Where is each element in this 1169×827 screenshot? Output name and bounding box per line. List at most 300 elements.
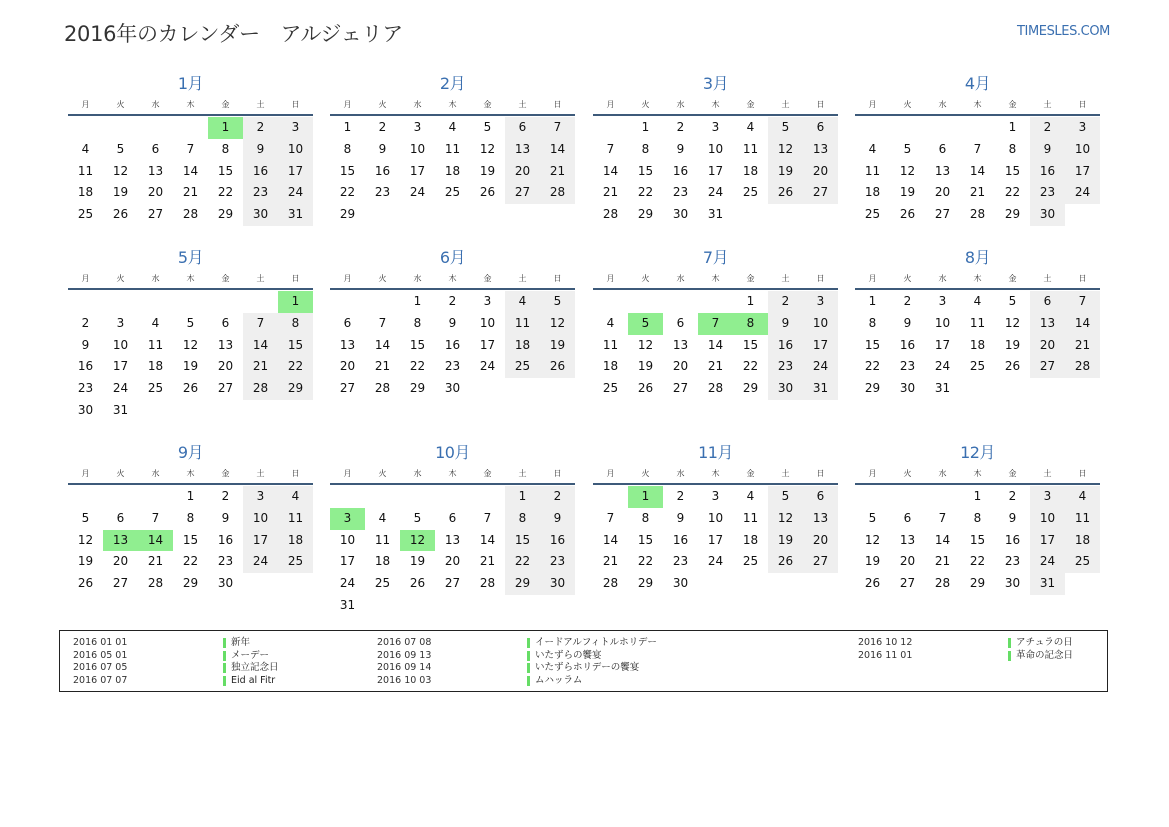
weekend-day-cell: 31 — [278, 204, 313, 226]
day-cell: 20 — [899, 554, 916, 569]
day-cell: 4 — [448, 120, 457, 134]
weekend-day-cell: 23 — [243, 182, 278, 204]
weekend-day-cell: 31 — [1030, 573, 1065, 595]
day-cell: 18 — [602, 359, 619, 374]
weekend-day-cell: 22 — [505, 551, 540, 573]
month-block — [330, 246, 575, 400]
weekday-label: 月 — [343, 274, 352, 283]
day-cell: 15 — [637, 163, 654, 178]
day-cell: 25 — [742, 185, 759, 200]
day-cell: 17 — [934, 337, 951, 352]
weekend-day-cell: 2 — [540, 486, 575, 508]
day-cell: 14 — [934, 532, 951, 547]
day-cell: 1 — [186, 489, 195, 503]
weekend-day-cell: 11 — [1065, 508, 1100, 530]
day-grid — [855, 117, 1100, 226]
weekend-day-cell: 1 — [505, 486, 540, 508]
day-cell: 11 — [742, 141, 759, 156]
day-cell: 16 — [1004, 532, 1021, 547]
day-cell: 18 — [969, 337, 986, 352]
weekday-label: 日 — [816, 274, 825, 283]
weekend-day-cell: 9 — [768, 313, 803, 335]
day-cell: 23 — [77, 381, 94, 396]
weekend-day-cell: 20 — [1030, 335, 1065, 357]
weekend-day-cell: 4 — [1065, 486, 1100, 508]
day-grid — [68, 291, 313, 422]
day-cell: 13 — [147, 163, 164, 178]
day-cell: 5 — [903, 141, 912, 156]
day-cell: 8 — [641, 510, 650, 525]
day-cell: 20 — [339, 359, 356, 374]
holiday-day-cell: 1 — [208, 117, 243, 139]
day-cell: 13 — [934, 163, 951, 178]
holiday-marker — [1008, 651, 1011, 661]
day-cell: 27 — [934, 207, 951, 222]
empty-cell — [890, 117, 925, 139]
weekend-day-cell: 21 — [1065, 335, 1100, 357]
day-cell: 22 — [409, 359, 426, 374]
weekend-day-cell: 21 — [243, 356, 278, 378]
day-cell: 29 — [969, 576, 986, 591]
weekday-label: 金 — [483, 274, 492, 283]
day-cell: 1 — [413, 294, 422, 308]
day-cell: 15 — [864, 337, 881, 352]
weekend-day-cell: 5 — [768, 117, 803, 139]
day-cell: 5 — [186, 315, 195, 330]
day-cell: 17 — [112, 359, 129, 374]
weekday-label: 金 — [746, 469, 755, 478]
day-cell: 18 — [742, 163, 759, 178]
holiday-name: Eid al Fitr — [231, 674, 276, 686]
day-cell: 24 — [707, 185, 724, 200]
day-cell: 30 — [672, 576, 689, 591]
weekday-label: 木 — [448, 100, 457, 109]
weekday-label: 木 — [186, 100, 195, 109]
weekday-label: 月 — [868, 100, 877, 109]
day-cell: 15 — [339, 163, 356, 178]
weekday-label: 木 — [711, 100, 720, 109]
weekday-label: 土 — [256, 469, 265, 478]
empty-cell — [330, 291, 365, 313]
day-cell: 4 — [378, 510, 387, 525]
weekend-day-cell: 13 — [1030, 313, 1065, 335]
month-block — [68, 441, 313, 595]
weekend-day-cell: 7 — [243, 313, 278, 335]
day-cell: 30 — [217, 576, 234, 591]
day-cell: 15 — [182, 532, 199, 547]
day-cell: 31 — [934, 381, 951, 396]
day-cell: 23 — [374, 185, 391, 200]
day-cell: 25 — [374, 576, 391, 591]
weekend-day-cell: 2 — [243, 117, 278, 139]
weekday-label: 水 — [676, 100, 685, 109]
day-cell: 19 — [899, 185, 916, 200]
weekend-day-cell: 10 — [803, 313, 838, 335]
day-cell: 16 — [444, 337, 461, 352]
weekday-label: 日 — [553, 469, 562, 478]
day-cell: 1 — [1008, 120, 1017, 134]
day-cell: 16 — [899, 337, 916, 352]
month-block — [593, 246, 838, 400]
empty-cell — [68, 486, 103, 508]
holiday-name: イードアルフィトルホリデー — [535, 637, 657, 648]
weekday-label: 日 — [1078, 469, 1087, 478]
day-cell: 28 — [707, 381, 724, 396]
weekend-day-cell: 12 — [768, 139, 803, 161]
day-cell: 6 — [903, 510, 912, 525]
day-cell: 8 — [1008, 141, 1017, 156]
header-divider — [855, 114, 1100, 116]
day-cell: 12 — [864, 532, 881, 547]
weekend-day-cell: 24 — [803, 356, 838, 378]
month-block — [855, 246, 1100, 400]
holiday-marker — [223, 651, 226, 661]
day-grid — [68, 486, 313, 595]
weekend-day-cell: 27 — [803, 551, 838, 573]
day-cell: 7 — [378, 315, 387, 330]
day-grid — [68, 117, 313, 226]
day-cell: 2 — [378, 120, 387, 134]
day-cell: 22 — [864, 359, 881, 374]
day-cell: 21 — [479, 554, 496, 569]
weekend-day-cell: 31 — [803, 378, 838, 400]
day-cell: 12 — [77, 532, 94, 547]
day-cell: 21 — [182, 185, 199, 200]
empty-cell — [138, 291, 173, 313]
weekend-day-cell: 10 — [1030, 508, 1065, 530]
weekday-label: 木 — [973, 274, 982, 283]
day-cell: 13 — [339, 337, 356, 352]
weekend-day-cell: 14 — [540, 139, 575, 161]
empty-cell — [470, 486, 505, 508]
weekday-label: 日 — [553, 100, 562, 109]
weekend-day-cell: 8 — [505, 508, 540, 530]
month-name: 1月 — [177, 74, 204, 93]
day-cell: 1 — [746, 294, 755, 308]
weekend-day-cell: 3 — [278, 117, 313, 139]
weekday-header — [855, 98, 1100, 112]
empty-cell — [365, 486, 400, 508]
day-cell: 7 — [938, 510, 947, 525]
weekday-label: 金 — [483, 100, 492, 109]
weekend-day-cell: 27 — [1030, 356, 1065, 378]
day-cell: 28 — [479, 576, 496, 591]
weekday-label: 土 — [781, 274, 790, 283]
weekend-day-cell: 3 — [803, 291, 838, 313]
empty-cell — [243, 291, 278, 313]
day-cell: 21 — [934, 554, 951, 569]
weekend-day-cell: 6 — [803, 486, 838, 508]
weekend-day-cell: 6 — [803, 117, 838, 139]
day-cell: 17 — [479, 337, 496, 352]
weekday-label: 日 — [816, 100, 825, 109]
day-cell: 9 — [1008, 510, 1017, 525]
day-cell: 22 — [742, 359, 759, 374]
day-cell: 29 — [864, 381, 881, 396]
day-cell: 2 — [676, 489, 685, 503]
day-cell: 8 — [186, 510, 195, 525]
day-cell: 8 — [973, 510, 982, 525]
day-cell: 23 — [672, 185, 689, 200]
holiday-date: 2016 05 01 — [73, 649, 128, 661]
day-cell: 27 — [217, 381, 234, 396]
empty-cell — [138, 117, 173, 139]
weekday-header — [593, 467, 838, 481]
empty-cell — [435, 486, 470, 508]
day-cell: 3 — [711, 120, 720, 134]
weekend-day-cell: 8 — [278, 313, 313, 335]
month-block — [855, 72, 1100, 226]
weekend-day-cell: 13 — [803, 139, 838, 161]
day-cell: 30 — [899, 381, 916, 396]
header-divider — [68, 288, 313, 290]
day-grid — [330, 486, 575, 617]
weekday-header — [330, 98, 575, 112]
month-name: 9月 — [177, 443, 204, 462]
weekday-label: 木 — [973, 100, 982, 109]
month-name: 5月 — [177, 248, 204, 267]
day-cell: 14 — [374, 337, 391, 352]
weekend-day-cell: 27 — [505, 182, 540, 204]
day-cell: 7 — [483, 510, 492, 525]
day-grid — [330, 291, 575, 400]
day-cell: 10 — [409, 141, 426, 156]
day-cell: 16 — [374, 163, 391, 178]
day-cell: 13 — [899, 532, 916, 547]
day-cell: 7 — [606, 510, 615, 525]
weekend-day-cell: 24 — [1030, 551, 1065, 573]
month-name: 8月 — [964, 248, 991, 267]
day-cell: 6 — [448, 510, 457, 525]
weekend-day-cell: 28 — [1065, 356, 1100, 378]
day-grid — [593, 486, 838, 595]
day-cell: 25 — [969, 359, 986, 374]
day-grid — [855, 486, 1100, 595]
day-cell: 5 — [116, 141, 125, 156]
day-cell: 25 — [864, 207, 881, 222]
day-cell: 15 — [637, 532, 654, 547]
holiday-day-cell: 14 — [138, 530, 173, 552]
holiday-date: 2016 07 05 — [73, 662, 128, 673]
day-cell: 8 — [413, 315, 422, 330]
weekday-label: 火 — [378, 100, 387, 109]
weekend-day-cell: 10 — [243, 508, 278, 530]
day-cell: 10 — [339, 532, 356, 547]
weekend-day-cell: 18 — [1065, 530, 1100, 552]
day-cell: 2 — [1008, 489, 1017, 503]
day-cell: 3 — [711, 489, 720, 503]
empty-cell — [138, 486, 173, 508]
holiday-marker — [1008, 638, 1011, 648]
empty-cell — [663, 291, 698, 313]
month-name: 4月 — [964, 74, 991, 93]
empty-cell — [103, 291, 138, 313]
weekend-day-cell: 23 — [540, 551, 575, 573]
day-cell: 30 — [77, 402, 94, 417]
day-cell: 11 — [444, 141, 461, 156]
day-cell: 2 — [903, 294, 912, 308]
weekend-day-cell: 17 — [1030, 530, 1065, 552]
empty-cell — [400, 486, 435, 508]
day-cell: 24 — [339, 576, 356, 591]
month-name: 6月 — [439, 248, 466, 267]
day-cell: 8 — [343, 141, 352, 156]
day-cell: 18 — [77, 185, 94, 200]
day-cell: 23 — [444, 359, 461, 374]
holiday-name: ムハッラム — [535, 674, 583, 686]
day-cell: 29 — [409, 381, 426, 396]
day-cell: 29 — [637, 207, 654, 222]
day-cell: 12 — [1004, 315, 1021, 330]
day-grid — [855, 291, 1100, 400]
header-divider — [593, 288, 838, 290]
month-block — [593, 441, 838, 595]
day-cell: 4 — [606, 315, 615, 330]
month-name: 2月 — [439, 74, 466, 93]
holiday-legend — [59, 630, 1108, 692]
weekend-day-cell: 13 — [505, 139, 540, 161]
day-cell: 9 — [448, 315, 457, 330]
month-block — [593, 72, 838, 226]
holiday-date: 2016 01 01 — [73, 637, 128, 648]
day-cell: 24 — [112, 381, 129, 396]
holiday-date: 2016 10 03 — [377, 674, 432, 686]
day-cell: 16 — [672, 163, 689, 178]
weekday-label: 日 — [1078, 274, 1087, 283]
day-cell: 19 — [409, 554, 426, 569]
day-cell: 4 — [81, 141, 90, 156]
weekday-label: 木 — [186, 274, 195, 283]
weekend-day-cell: 17 — [278, 161, 313, 183]
holiday-name: アチュラの日 — [1016, 637, 1073, 648]
weekend-day-cell: 28 — [243, 378, 278, 400]
weekday-label: 月 — [868, 469, 877, 478]
weekday-header — [68, 467, 313, 481]
day-cell: 25 — [742, 554, 759, 569]
holiday-marker — [527, 663, 530, 673]
weekend-day-cell: 9 — [540, 508, 575, 530]
day-cell: 28 — [969, 207, 986, 222]
empty-cell — [593, 291, 628, 313]
day-cell: 6 — [938, 141, 947, 156]
day-cell: 20 — [147, 185, 164, 200]
month-name: 12月 — [960, 443, 995, 462]
holiday-name: 新年 — [231, 637, 251, 648]
header-divider — [855, 288, 1100, 290]
day-cell: 14 — [602, 532, 619, 547]
weekday-label: 金 — [1008, 469, 1017, 478]
weekday-label: 土 — [1043, 100, 1052, 109]
empty-cell — [925, 486, 960, 508]
empty-cell — [960, 117, 995, 139]
day-cell: 19 — [864, 554, 881, 569]
weekday-label: 木 — [448, 274, 457, 283]
weekday-label: 土 — [781, 100, 790, 109]
weekend-day-cell: 7 — [540, 117, 575, 139]
holiday-day-cell: 13 — [103, 530, 138, 552]
weekend-day-cell: 3 — [1030, 486, 1065, 508]
weekend-day-cell: 19 — [540, 335, 575, 357]
weekend-day-cell: 13 — [803, 508, 838, 530]
weekend-day-cell: 3 — [1065, 117, 1100, 139]
weekday-header — [330, 467, 575, 481]
weekday-label: 木 — [186, 469, 195, 478]
weekend-day-cell: 30 — [243, 204, 278, 226]
day-cell: 4 — [151, 315, 160, 330]
weekday-header — [593, 98, 838, 112]
day-cell: 22 — [182, 554, 199, 569]
weekday-label: 水 — [151, 100, 160, 109]
weekday-label: 土 — [1043, 469, 1052, 478]
day-cell: 23 — [899, 359, 916, 374]
holiday-name: メーデー — [231, 649, 270, 661]
weekend-day-cell: 7 — [1065, 291, 1100, 313]
weekend-day-cell: 23 — [768, 356, 803, 378]
day-cell: 29 — [1004, 207, 1021, 222]
weekend-day-cell: 15 — [278, 335, 313, 357]
day-cell: 15 — [409, 337, 426, 352]
weekend-day-cell: 3 — [243, 486, 278, 508]
header-divider — [330, 483, 575, 485]
weekday-label: 水 — [938, 100, 947, 109]
weekend-day-cell: 4 — [278, 486, 313, 508]
day-cell: 3 — [116, 315, 125, 330]
day-cell: 11 — [147, 337, 164, 352]
weekend-day-cell: 14 — [1065, 313, 1100, 335]
day-cell: 18 — [444, 163, 461, 178]
day-cell: 27 — [444, 576, 461, 591]
weekday-label: 金 — [221, 469, 230, 478]
weekday-header — [330, 272, 575, 286]
weekday-label: 日 — [291, 100, 300, 109]
weekday-label: 月 — [81, 274, 90, 283]
day-cell: 10 — [112, 337, 129, 352]
header-divider — [68, 483, 313, 485]
weekday-label: 月 — [81, 469, 90, 478]
day-cell: 29 — [182, 576, 199, 591]
holiday-name: いたずらの饗宴 — [535, 649, 602, 661]
day-cell: 20 — [672, 359, 689, 374]
header-divider — [330, 288, 575, 290]
day-cell: 22 — [637, 554, 654, 569]
weekend-day-cell: 11 — [278, 508, 313, 530]
header-divider — [593, 114, 838, 116]
day-cell: 7 — [606, 141, 615, 156]
day-cell: 16 — [217, 532, 234, 547]
weekday-label: 金 — [746, 100, 755, 109]
day-cell: 26 — [409, 576, 426, 591]
empty-cell — [855, 117, 890, 139]
site-link[interactable]: TIMESLES.COM — [1016, 24, 1110, 39]
day-cell: 20 — [934, 185, 951, 200]
day-cell: 29 — [339, 207, 356, 222]
holiday-day-cell: 1 — [278, 291, 313, 313]
day-cell: 12 — [182, 337, 199, 352]
weekday-label: 金 — [746, 274, 755, 283]
weekday-label: 火 — [116, 274, 125, 283]
weekday-label: 月 — [868, 274, 877, 283]
holiday-day-cell: 12 — [400, 530, 435, 552]
weekday-label: 金 — [221, 274, 230, 283]
day-cell: 2 — [448, 294, 457, 308]
weekday-label: 火 — [116, 100, 125, 109]
weekend-day-cell: 14 — [243, 335, 278, 357]
weekend-day-cell: 5 — [768, 486, 803, 508]
day-cell: 24 — [479, 359, 496, 374]
weekend-day-cell: 16 — [768, 335, 803, 357]
weekend-day-cell: 30 — [1030, 204, 1065, 226]
day-cell: 19 — [637, 359, 654, 374]
